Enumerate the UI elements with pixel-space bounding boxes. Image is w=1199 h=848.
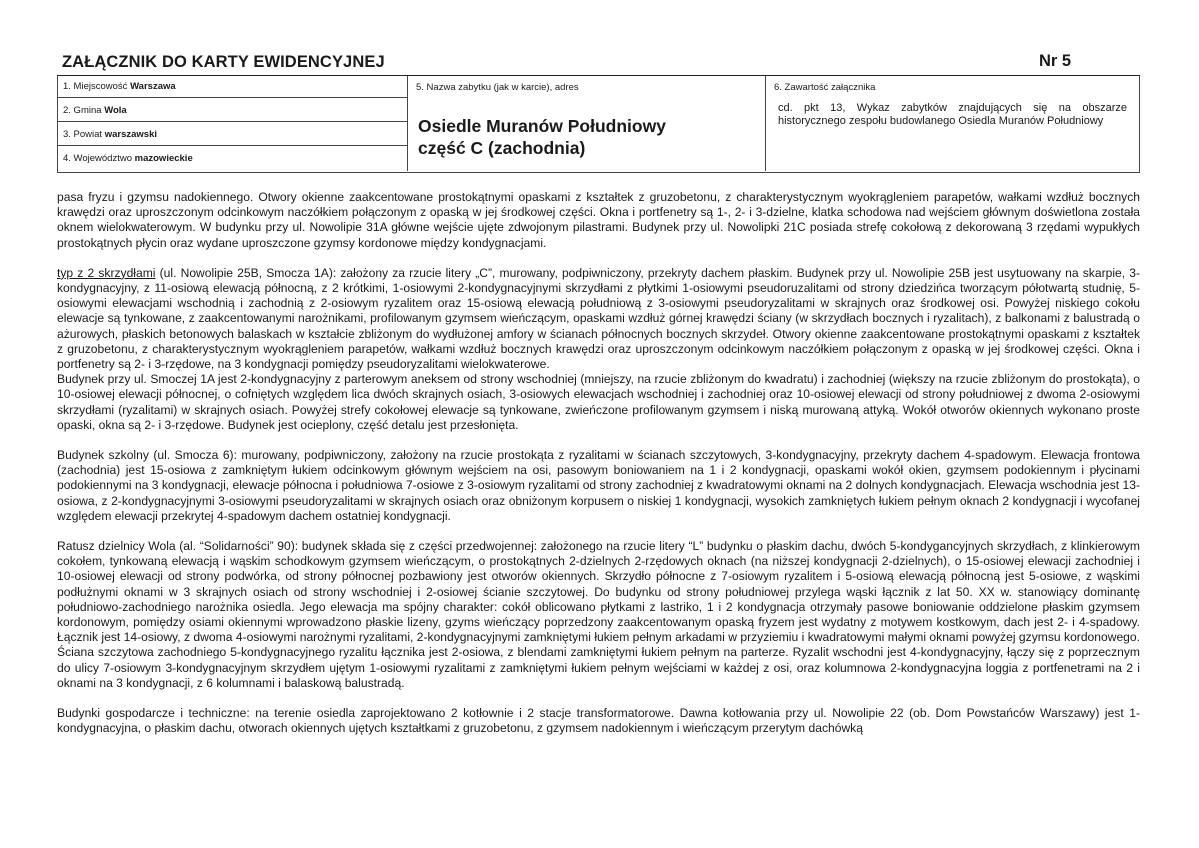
voivodeship-label: 4. Województwo (63, 153, 132, 164)
paragraph-two-wing-type (57, 266, 1140, 372)
paragraph-utility-buildings: Budynki gospodarcze i techniczne: na terenie osiedla zaprojektowano 2 kotłownie i 2 stacje transformatorowe. Dawna kotłowania przy ul. Nowolipie 22 (ob. Dom Powstańców Warszawy) jest 1-kondygnacyjna, o płaskim dachu, otworach okiennych ujętych kształtkami z gruzobetonu, z gzymsem nadokiennym i wieńczącym przerytym dachówką (57, 706, 1140, 736)
commune-label: 2. Gmina (63, 105, 102, 116)
header-table (57, 76, 1140, 173)
paragraph-smocza-1a: Budynek przy ul. Smoczej 1A jest 2-kondygnacyjny z parterowym aneksem od strony wschodniej (mniejszy, na rzucie zbliżonym do kwadratu) i zachodniej (większy na rzucie zbliżonym do prostokąta), o 10-osiowej elewacji północnej, o cofniętych względem lica dwóch skrajnych osiach, 3-osiowych elewacjach wschodniej i zachodniej oraz 10-osiowej elewacji od strony południowej z dwoma 2-osiowymi skrzydłami (ryzalitami) w skrajnych osiach. Powyżej strefy cokołowej elewacje są tynkowane, zwieńczone profilowanym gzymsem i niską murowaną attyką. Wokół otworów okiennych wykonano proste opaski, okna są 2- i 3-rzędowe. Budynek jest ocieplony, część detalu jest przesłonięta. (57, 372, 1140, 432)
document-title: ZAŁĄCZNIK DO KARTY EWIDENCYJNEJ (62, 53, 385, 71)
commune-value: Wola (104, 105, 127, 116)
city-row (58, 76, 407, 98)
attachment-label: 6. Zawartość załącznika (774, 82, 876, 93)
monument-label: 5. Nazwa zabytku (jak w karcie), adres (416, 82, 579, 93)
county-label: 3. Powiat (63, 129, 103, 140)
voivodeship-row (58, 148, 407, 170)
county-value: warszawski (104, 129, 158, 140)
section-heading-two-wing: typ z 2 skrzydłami (57, 265, 156, 280)
paragraph-town-hall: Ratusz dzielnicy Wola (al. “Solidarności” 90): budynek składa się z części przedwojennej: założonego na rzucie litery “L” budynku o płaskim dachu, dwóch 5-kondygancyjnych skrzydłach, z klinkierowym cokołem, tynkowaną elewacją i wąskim schodkowym gzymsem wieńczącym, o prostokątnych 2-dzielnych 2-rzędowych oknach (na niższej kondygnacji 2-dzielnych), o 15-osiowej elewacji zachodniej i 10-osiowej elewacji od strony podwórka, od strony północnej pozbawiony jest otworów okiennych. Skrzydło północne z 7-osiowym ryzalitem i 5-osiową elewacją północną jest 5-osiowe, z wąskimi podłużnymi oknami w 3 skrajnych osiach od strony wschodniej i 2-osiowej ścianie szczytowej. Do budynku od strony południowej przylega wąski łącznik z lat 50. XX w. stanowiący dominantę południowo-zachodniego narożnika osiedla. Jego elewacja ma spójny charakter: cokół oblicowano płytkami z lastriko, 1 i 2 kondygnacja otrzymały pasowe boniowanie oddzielone płaskim gzymsem kordonowym, pomiędzy osiami okiennymi wprowadzono płaskie lizeny, gzyms wieńczący poprzedzony zaakcentowanym opaską fryzem jest wydatny z motywem kostkowym, dach jest 2- i 4-spadowy. Łącznik jest 14-osiowy, z dwoma 4-osiowymi narożnymi ryzalitami, 2-kondygnacyjnymi zamkniętymi łukiem pełnym arkadami w przyziemiu i kwadratowymi małymi oknami powyżej gzymsu kordonowego. Ściana szczytowa zachodniego 5-kondygnacyjnego ryzalitu łącznika jest 2-osiowa, z blendami zamkniętymi łukiem pełnym na parterze. Ryzalit wschodni jest 4-kondygnacyjny, łączy się z poprzecznym do ulicy 7-osiowym 3-kondygnacyjnym skrzydłem ujętym 1-osiowymi ryzalitami z zamkniętymi łukiem pełnym wejściami w każdej z osi, oraz kolumnowa 2-kondygnacyjna loggia z portfenetrami na 2 i oknami na 3 kondygnacji, z 6 kolumnami i balaskową balustradą. (57, 539, 1140, 690)
document-body (57, 190, 1140, 752)
city-label: 1. Miejscowość (63, 81, 128, 92)
city-value: Warszawa (130, 81, 176, 92)
voivodeship-value: mazowieckie (134, 153, 193, 164)
paragraph-facade-detail: pasa fryzu i gzymsu nadokiennego. Otwory okienne zaakcentowane prostokątnymi opaskami z kształtek z gruzobetonu, z charakterystycznym wyokrągleniem parapetów, wałkami wzdłuż bocznych krawędzi oraz uproszczonym odcinkowym naczółkiem połączonym z opaską w jej środkowej części. Okna i portfenetry są 1-, 2- i 3-dzielne, klatka schodowa nad wejściem głównym doświetlona została oknem wielokwaterowym. W budynku przy ul. Nowolipie 31A główne wejście ujęte zdwojonym pilastrami. Budynek przy ul. Nowolipki 21C posiada strefę cokołową z dekorowaną 3 rzędami wypukłych prostokątnych płycin oraz wydane uproszczone gzymsy kordonowe między kondygnacjami. (57, 190, 1140, 250)
document-number: Nr 5 (1039, 52, 1072, 70)
monument-name-line2: część C (zachodnia) (418, 138, 586, 158)
attachment-column (766, 76, 1139, 171)
monument-name-line1: Osiedle Muranów Południowy (418, 116, 666, 136)
location-column (58, 76, 408, 171)
commune-row (58, 100, 407, 122)
paragraph-school-building: Budynek szkolny (ul. Smocza 6): murowany, podpiwniczony, założony na rzucie prostokąta z ryzalitami w ścianach szczytowych, 3-kondygnacyjny, przekryty dachem 4-spadowym. Elewacja frontowa (zachodnia) jest 15-osiowa z zamkniętym łukiem odcinkowym głównym wejściem na osi, pasowym boniowaniem na 1 i 2 kondygnacji, opaskami wokół okien, gzymsem podokiennym i płycinami podokiennymi na 3 kondygnacji, elewacje północna i południowa 7-osiowe z 3-osiowym ryzalitami od strony zachodniej z kwadratowymi oknami na 2 dolnych kondygnacjach. Elewacja wschodnia jest 13-osiowa, z 2-kondygnacyjnymi 3-osiowymi pseudoryzalitami w skrajnych osiach oraz obniżonym korpusem o niskiej 1 kondygnacji, wysokich zamkniętych łukiem pełnym oknach 2 kondygnacji i wycofanej względem elewacji przekrytej 4-spadowym dachem ostatniej kondygnacji. (57, 448, 1140, 523)
county-row (58, 124, 407, 146)
monument-column (408, 76, 766, 171)
attachment-content: cd. pkt 13, Wykaz zabytków znajdujących się na obszarze historycznego zespołu budowlanego Osiedla Muranów Południowy (778, 102, 1127, 127)
monument-name (418, 115, 748, 159)
two-wing-description: (ul. Nowolipie 25B, Smocza 1A): założony za rzucie litery „C”, murowany, podpiwniczony, przekryty dachem płaskim. Budynek przy ul. Nowolipie 25B jest usytuowany na skarpie, 3-kondygnacyjny, z 11-osiową elewacją północną, z 2 krótkimi, 1-osiowymi 2-kondygnacyjnymi skrzydłami z płytkimi 1-osiowymi pseudoruzalitami od strony dziedzińca tworzącym półotwartą studnię, 5-osiowymi elewacjami wschodnią i zachodnią z 2-osiowym ryzalitem oraz 15-osiową elewacją południową z 3-osiowymi pseudoryzalitami w skrajnych oraz środkowej osi. Powyżej niskiego cokołu elewacje są tynkowane, z zaakcentowanymi narożnikami, profilowanym gzymsem wieńczącym, opaskami wzdłuż górnej krawędzi ściany (w skrzydłach bocznych i ryzalitach), z balkonami z balustradą o ażurowych, płaskich betonowych balaskach w kształcie zbliżonym do wydłużonej amfory w ścianach północnych bocznych skrzydeł. Otwory okienne zaakcentowane prostokątnymi opaskami z kształtek z gruzobetonu, z charakterystycznym wyokrągleniem parapetów, wałkami wzdłuż bocznych krawędzi oraz uproszczonym odcinkowym naczółkiem połączonym z opaską w jej środkowej części. Okna i portfenetry są 2- i 3-rzędowe, na 3 kondygnacji pomiędzy pseudoryzalitami wielokwaterowe. (57, 265, 1141, 372)
